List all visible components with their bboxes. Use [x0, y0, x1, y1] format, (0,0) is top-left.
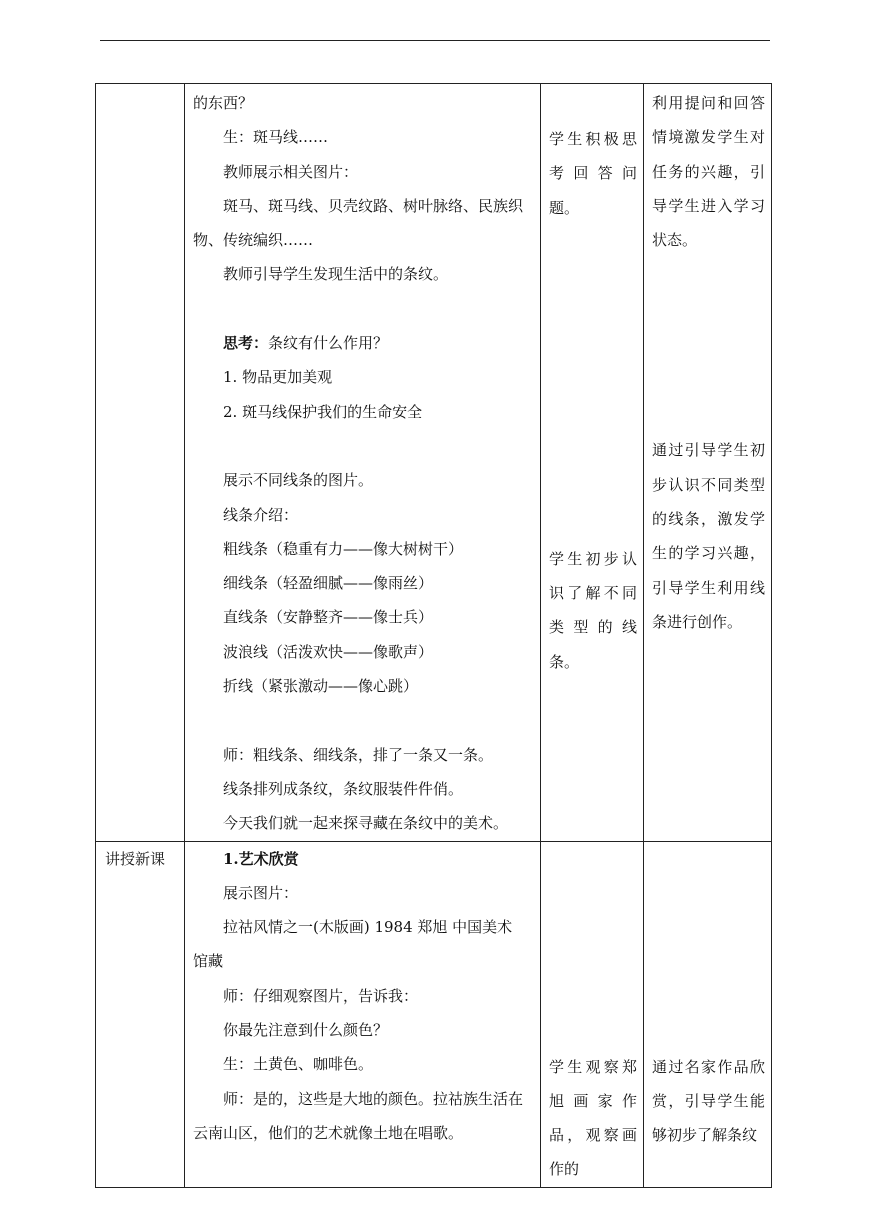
content-line: 展示图片： — [223, 883, 299, 902]
content-line: 拉祜风情之一(木版画) 1984 郑旭 中国美术 — [223, 918, 513, 937]
content-line: 线条排列成条纹，条纹服装件件俏。 — [223, 779, 464, 798]
content-line: 线条介绍： — [223, 505, 299, 524]
content-line: 教师展示相关图片： — [223, 162, 359, 181]
content-cell — [185, 841, 541, 1187]
content-line: 师：粗线条、细线条，排了一条又一条。 — [223, 745, 494, 764]
content-line: 展示不同线条的图片。 — [223, 471, 374, 490]
content-line: 今天我们就一起来探寻藏在条纹中的美术。 — [223, 814, 509, 833]
content-line: 的东西？ — [193, 94, 254, 112]
blank-line — [193, 429, 532, 463]
header-rule — [100, 40, 770, 41]
table-row — [96, 84, 772, 842]
blank-line — [193, 703, 532, 737]
stage-label: 讲授新课 — [105, 849, 166, 868]
content-line: 粗线条（稳重有力——像大树树干） — [223, 539, 464, 558]
section-heading: 1.艺术欣赏 — [223, 849, 299, 868]
design-intent: 利用提问和回答情境激发学生对任务的兴趣，引导学生进入学习状态。 — [652, 94, 765, 250]
design-intent: 通过引导学生初步认识不同类型的线条，激发学生的学习兴趣，引导学生利用线条进行创作。 — [652, 441, 765, 631]
student-activity: 学生观察郑旭画家作品，观察画作的 — [549, 1057, 637, 1179]
content-line: 斑马、斑马线、贝壳纹路、树叶脉络、民族织 — [223, 196, 524, 215]
content-line: 波浪线（活泼欢快——像歌声） — [223, 642, 434, 661]
student-activity-cell — [541, 84, 644, 842]
lesson-plan-table — [95, 83, 772, 1188]
student-activity: 学生初步认识了解不同类型的线条。 — [549, 549, 637, 671]
content-line: 师：是的，这些是大地的颜色。拉祜族生活在 — [223, 1089, 524, 1108]
content-line: 云南山区，他们的艺术就像土地在唱歌。 — [193, 1123, 464, 1142]
table-row — [96, 841, 772, 1187]
student-activity-cell — [541, 841, 644, 1187]
content-line: 折线（紧张激动——像心跳） — [223, 677, 419, 696]
think-label: 思考： — [223, 334, 269, 353]
design-intent: 通过名家作品欣赏，引导学生能够初步了解条纹 — [652, 1057, 765, 1145]
list-item: 1. 物品更加美观 — [223, 368, 333, 387]
content-line: 师：仔细观察图片，告诉我： — [223, 986, 419, 1005]
stage-cell — [96, 84, 185, 842]
content-line — [193, 326, 532, 360]
list-item: 2. 斑马线保护我们的生命安全 — [223, 402, 423, 421]
design-intent-cell — [644, 841, 772, 1187]
blank-line — [193, 292, 532, 326]
content-line: 生：土黄色、咖啡色。 — [223, 1055, 374, 1074]
stage-cell — [96, 841, 185, 1187]
content-line: 教师引导学生发现生活中的条纹。 — [223, 265, 449, 284]
content-line: 直线条（安静整齐——像士兵） — [223, 608, 434, 627]
content-cell — [185, 84, 541, 842]
student-activity: 学生积极思考回答问题。 — [549, 130, 637, 217]
content-line: 生：斑马线…… — [223, 128, 329, 147]
content-line: 你最先注意到什么颜色？ — [223, 1021, 389, 1040]
think-question: 条纹有什么作用？ — [268, 334, 389, 353]
design-intent-cell — [644, 84, 772, 842]
content-line: 物、传统编织…… — [193, 231, 314, 250]
stage-label — [96, 84, 184, 92]
content-line: 细线条（轻盈细腻——像雨丝） — [223, 574, 434, 593]
content-line: 馆藏 — [193, 952, 224, 971]
